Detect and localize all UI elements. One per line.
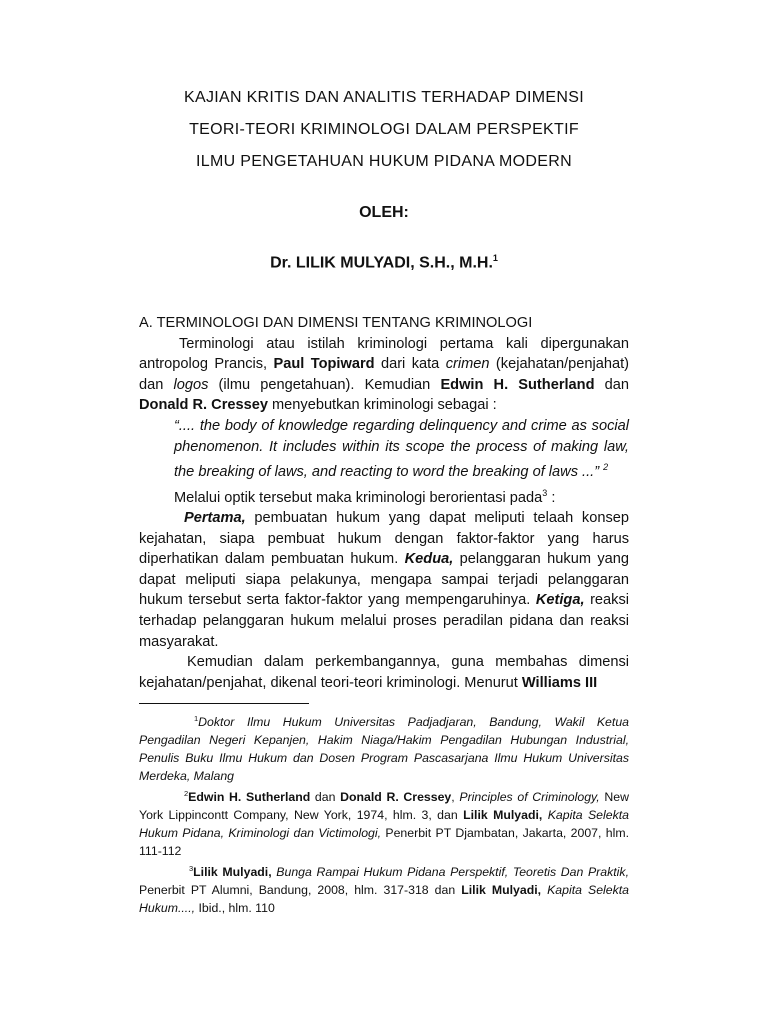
footnote-2: $^2$Edwin H. Sutherland dan Donald R. Cressey, Principles of Criminology, New York Lippincontt Company, New York, 1974, hlm. 3, dan Lilik Mulyadi, Kapita Selekta Hukum Pidana, Kriminologi dan Victimologi, Penerbit PT Djambatan, Jakarta, 2007, hlm. 111-112 [139, 789, 630, 859]
footnotes [139, 710, 629, 917]
footnote-3: $^3$Lilik Mulyadi, Bunga Rampai Hukum Pidana Perspektif, Teoretis Dan Praktik, Penerbit PT Alumni, Bandung, 2008, hlm. 317-318 dan Lilik Mulyadi, Kapita Selekta Hukum...., Ibid., hlm. 110 [139, 864, 630, 916]
paragraph-2: Melalui optik tersebut maka kriminologi berorientasi pada$^3$ : [174, 487, 556, 506]
title-line-3: ILMU PENGETAHUAN HUKUM PIDANA MODERN [196, 153, 572, 170]
body-text [139, 313, 629, 693]
footnote-ref-3: 3 [542, 487, 548, 498]
footnote-divider [139, 703, 309, 704]
document-title [100, 82, 668, 178]
footnote-ref-2: 2 [603, 462, 609, 473]
paragraph-4: Kemudian dalam perkembangannya, guna membahas dimensi kejahatan/penjahat, dikenal teori-teori kriminologi. Menurut Williams III [139, 654, 629, 691]
title-line-2: TEORI-TEORI KRIMINOLOGI DALAM PERSPEKTIF [189, 121, 579, 138]
quote-block: “.... the body of knowledge regarding delinquency and crime as social phenomenon. It includes within its scope the process of making law, the breaking of laws, and reacting to word the breaking of laws ...” $^2$ [174, 417, 629, 481]
footnote-1: $^1$Doktor Ilmu Hukum Universitas Padjadjaran, Bandung, Wakil Ketua Pengadilan Negeri Kepanjen, Hakim Niaga/Hakim Pengadilan Hubungan Industrial, Penulis Buku Ilmu Hukum dan Dosen Program Pascasarjana Ilmu Hukum Universitas Merdeka, Malang [139, 714, 629, 784]
footnote-ref-1: 1 [492, 253, 498, 263]
oleh-label: OLEH: [359, 204, 409, 221]
title-line-1: KAJIAN KRITIS DAN ANALITIS TERHADAP DIMENSI [184, 89, 584, 106]
paragraph-3: Pertama, pembuatan hukum yang dapat meliputi telaah konsep kejahatan, siapa pembuat hukum dengan faktor-faktor yang harus diperhatikan dalam pembuatan hukum. Kedua, pelanggaran hukum yang dapat meliputi siapa pelakunya, mengapa sampai terjadi pelanggaran hukum tersebut serta faktor-faktor yang mempengaruhinya. Ketiga, reaksi terhadap pelanggaran hukum melalui proses peradilan pidana dan reaksi masyarakat. [139, 510, 629, 650]
author-line [0, 253, 768, 272]
paragraph-1: Terminologi atau istilah kriminologi pertama kali dipergunakan antropolog Prancis, Paul Topiward dari kata crimen (kejahatan/penjahat) dan logos (ilmu pengetahuan). Kemudian Edwin H. Sutherland dan Donald R. Cressey menyebutkan kriminologi sebagai : [139, 335, 630, 414]
section-heading: A. TERMINOLOGI DAN DIMENSI TENTANG KRIMINOLOGI [139, 315, 533, 331]
author-name: Dr. LILIK MULYADI, S.H., M.H. [270, 254, 493, 272]
